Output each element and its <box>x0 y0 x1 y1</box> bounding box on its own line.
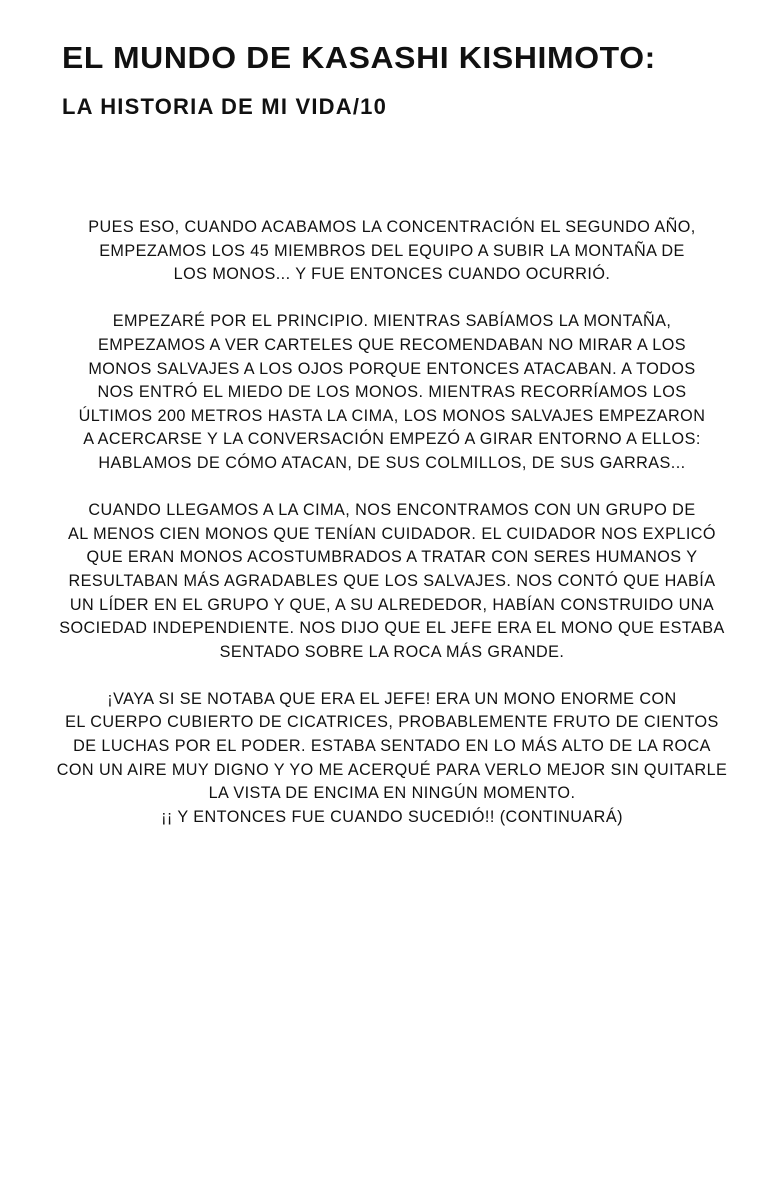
text-line: DE LUCHAS POR EL PODER. ESTABA SENTADO EN LO MÁS ALTO DE LA ROCA <box>73 737 711 756</box>
text-line: EMPEZAMOS A VER CARTELES QUE RECOMENDABAN NO MIRAR A LOS <box>98 335 686 354</box>
text-line: LOS MONOS... Y FUE ENTONCES CUANDO OCURRIÓ. <box>173 265 611 284</box>
text-line: NOS ENTRÓ EL MIEDO DE LOS MONOS. MIENTRAS RECORRÍAMOS LOS <box>97 383 687 402</box>
text-line: A ACERCARSE Y LA CONVERSACIÓN EMPEZÓ A GIRAR ENTORNO A ELLOS: <box>83 430 701 449</box>
text-line: ÚLTIMOS 200 METROS HASTA LA CIMA, LOS MONOS SALVAJES EMPEZARON <box>78 406 706 425</box>
page-title: EL MUNDO DE KASASHI KISHIMOTO: <box>62 40 656 75</box>
text-line: UN LÍDER EN EL GRUPO Y QUE, A SU ALREDEDOR, HABÍAN CONSTRUIDO UNA <box>69 595 715 614</box>
text-line: SOCIEDAD INDEPENDIENTE. NOS DIJO QUE EL JEFE ERA EL MONO QUE ESTABA <box>59 619 725 638</box>
text-line: AL MENOS CIEN MONOS QUE TENÍAN CUIDADOR. EL CUIDADOR NOS EXPLICÓ <box>68 524 716 543</box>
text-line: MONOS SALVAJES A LOS OJOS PORQUE ENTONCES ATACABAN. A TODOS <box>88 359 696 378</box>
text-line: CUANDO LLEGAMOS A LA CIMA, NOS ENCONTRAMOS CON UN GRUPO DE <box>88 501 696 520</box>
text-line: HABLAMOS DE CÓMO ATACAN, DE SUS COLMILLOS, DE SUS GARRAS... <box>98 453 686 472</box>
text-line: PUES ESO, CUANDO ACABAMOS LA CONCENTRACIÓN EL SEGUNDO AÑO, <box>88 218 696 236</box>
text-line: SENTADO SOBRE LA ROCA MÁS GRANDE. <box>219 642 565 661</box>
paragraph-4 <box>18 688 766 830</box>
text-line: ¡VAYA SI SE NOTABA QUE ERA EL JEFE! ERA UN MONO ENORME CON <box>107 689 677 708</box>
text-line: EL CUERPO CUBIERTO DE CICATRICES, PROBABLEMENTE FRUTO DE CIENTOS <box>65 713 719 732</box>
text-line: CON UN AIRE MUY DIGNO Y YO ME ACERQUÉ PARA VERLO MEJOR SIN QUITARLE <box>56 760 728 779</box>
page-subtitle: LA HISTORIA DE MI VIDA/10 <box>62 94 388 119</box>
text-line: QUE ERAN MONOS ACOSTUMBRADOS A TRATAR CON SERES HUMANOS Y <box>86 548 698 567</box>
paragraph-2 <box>18 310 766 475</box>
paragraph-1 <box>18 216 766 287</box>
text-line: EMPEZARÉ POR EL PRINCIPIO. MIENTRAS SABÍAMOS LA MONTAÑA, <box>112 312 672 331</box>
text-line: RESULTABAN MÁS AGRADABLES QUE LOS SALVAJES. NOS CONTÓ QUE HABÍA <box>68 571 716 590</box>
paragraph-3 <box>18 499 766 664</box>
article-body <box>18 216 766 829</box>
text-line: LA VISTA DE ENCIMA EN NINGÚN MOMENTO. <box>208 784 576 803</box>
text-line: EMPEZAMOS LOS 45 MIEMBROS DEL EQUIPO A SUBIR LA MONTAÑA DE <box>99 241 685 260</box>
title-block <box>62 42 762 118</box>
text-line: ¡¡ Y ENTONCES FUE CUANDO SUCEDIÓ!! (CONTINUARÁ) <box>161 807 623 826</box>
